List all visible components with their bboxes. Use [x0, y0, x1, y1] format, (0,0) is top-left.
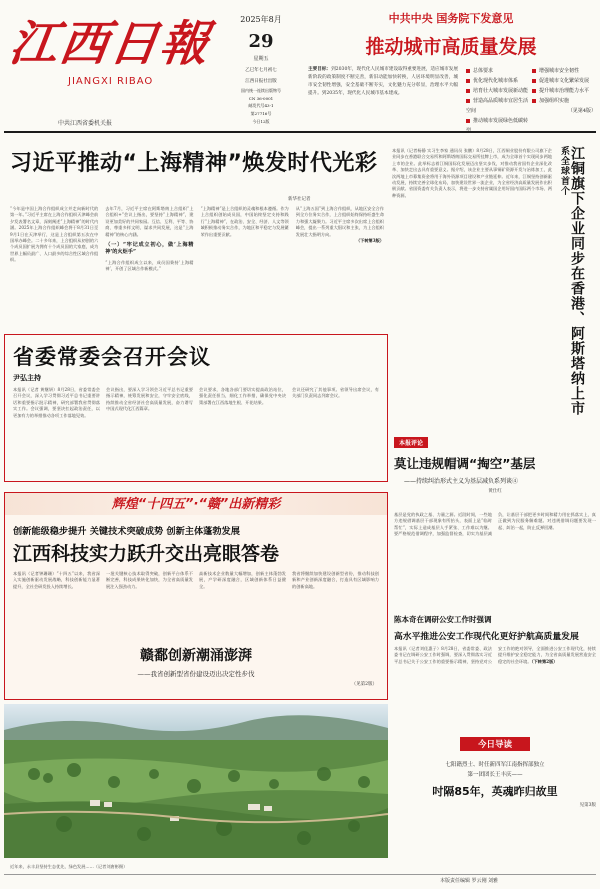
- commentary: [394, 430, 596, 508]
- ps-kicker: 陈本奇在调研公安工作时强调: [394, 615, 492, 624]
- ganpo-see-page: （见第2版）: [351, 682, 377, 687]
- ps-headline: 高水平推进公安工作现代化更好护航高质量发展: [394, 632, 579, 642]
- ganpo-subhead: ——我省创新型省份建设迈出决定性步伐: [137, 670, 255, 678]
- footer-editor: 本版责任编辑 罗云刚 刘雅: [440, 878, 499, 884]
- meeting-chair: 尹弘主持: [13, 373, 41, 382]
- today-item-headline[interactable]: 吋隔85年，英魂昨归故里: [432, 785, 558, 798]
- lead-label: 主要目标：: [308, 67, 332, 72]
- public-security: [394, 614, 596, 726]
- issue-line-2: 邮发代号43-1: [248, 103, 274, 108]
- commentary-body: 基层是党的执政之基、力量之源。近段时间，一些地方违规借调基层干部现象有所抬头，表面上是“临时帮忙”，实际上造成基层人手紧张、工作难以为继。要严格规范借调程序，加强监督检查，切实为基层减负，让基层干部把更多时间和精力用在抓落实上，真正做到为民服务解难题。对违规借调问题要发现一起、纠治一起，防止反弹回潮。: [394, 512, 596, 537]
- meeting-col: 本报讯（记者 黄继妍）8月28日，省委常委会召开会议，深入学习贯彻习近平总书记重要讲话和重要指示批示精神，研究部署我省贯彻落实工作。会议强调，要坚决扛起政治责任，以更加有力的举措推动各项工作落地见效。: [13, 387, 100, 418]
- side-story-body: 本报讯（记者杨静 实习生李家 通讯员 张鹏）8月28日，江西铜业股份有限公司旗下企业同步在香港联合交易所和阿斯塔纳国际交易所挂牌上市，成为全球首个实现同步两地上市的企业。此举标志着江铜国际化发展迈出坚实步伐，对推动我省国有企业深化改革、加快走出去具有重要意义。据介绍，该企业主要从事铜矿资源开发与冶炼加工，此次两地上市募集资金将用于海外资源项目建设和产业链延伸。近年来，江铜坚持创新驱动发展，持续完善全球化布局，加快建设世界一流企业，为全省经济高质量发展作出积极贡献。省国资委有关负责人表示，将进一步支持省属国企用好国内国际两个市场、两种资源。: [392, 148, 552, 198]
- side-story: [392, 140, 596, 422]
- meeting-body: [13, 387, 379, 477]
- today-item-page: 见第3版: [579, 803, 596, 808]
- bullet-item: 营造高品质城市宜居生活空间: [466, 98, 529, 114]
- lead-col: “上海精神”是上合组织的灵魂和根本遵循。作为上合组织创始成员国，中国始终坚定支持和践行“上海精神”，在政治、安全、经济、人文等领域积极推动务实合作，为地区和平稳定与发展繁荣作出重要贡献。: [200, 206, 289, 237]
- today-title: 今日导读: [460, 737, 530, 751]
- logo-pinyin: JIANGXI RIBAO: [68, 76, 154, 87]
- series-banner: [5, 493, 387, 515]
- series-col: 一批关键核心技术取得突破，创新平台体系不断完善，科技成果转化加快，为全省高质量发展注入强劲动力。: [106, 571, 193, 589]
- meeting-col: 会议指出，要深入学习领会习近平总书记重要指示精神，统筹发展和安全，守牢安全底线，持续推动全省经济社会高质量发展，奋力谱写中国式现代化江西篇章。: [106, 387, 193, 412]
- bullet-item: 促进城市文化繁荣发展: [532, 76, 596, 86]
- issue-line-3: 第27716号: [250, 111, 272, 116]
- top-news: [306, 10, 596, 128]
- bullet-item: 推动城市发展绿色低碳转: [466, 116, 528, 136]
- commentary-headline: 莫让违规帽调“掏空”基层: [394, 456, 536, 471]
- bullet-item: 培育壮大城市发展新动能: [466, 86, 528, 96]
- bullet-item: 增强城市安全韧性: [532, 66, 596, 76]
- side-story-vertical-headline: 江铜旗下企业同步在香港、阿斯塔纳上市: [569, 146, 585, 416]
- bullet-item: （见第4版）: [567, 108, 596, 114]
- publisher: 中共江西省委机关报: [58, 120, 113, 127]
- lead-body: [10, 206, 384, 326]
- date-block: [226, 14, 296, 125]
- date-lunar: 乙巳年七月初七: [245, 68, 277, 73]
- masthead-rule: [4, 131, 596, 133]
- series-headline: 江西科技实力跃升交出亮眼答卷: [13, 543, 280, 565]
- lead-text: 到2030年，现代化人民城市建设取得重要进展，适应城市发展新阶段的政策制度不断完善，新旧动能加快转换，人居环境明显改善，城市安全韧性增强，安全基础不断夯实，文化魅力充分彰显，治理水平大幅提升。到2035年，现代化人民城市基本建成。: [308, 67, 458, 96]
- lead-headline: 习近平推动“上海精神”焕发时代光彩: [10, 151, 378, 176]
- ps-body: 本报讯（记者刘佳惠子）8月28日，省委常委、政法委书记在调研公安工作时强调，要深入贯彻落实习近平总书记关于公安工作的重要指示精神，坚持党对公安工作的绝对领导，全面推进公安工作现代化，持续提升维护安全稳定能力，为全省高质量发展营造安全稳定的社会环境。（下转第2版）: [394, 646, 596, 664]
- meeting-story-box: [4, 334, 388, 482]
- landscape-photo: [4, 704, 388, 858]
- bullet-item: 加强组织实施: [532, 96, 596, 106]
- meeting-col: 会议要求，各地各部门要切实提高政治站位，强化责任担当，细化工作举措，确保党中央决策部署在江西落地生根、开花结果。: [199, 387, 286, 405]
- series-col: 我省将继续加快建设创新型省份，推动科技创新和产业创新深度融合，打造具有区域影响力的创新高地。: [292, 571, 379, 589]
- lead-col: 去年7月，习近平主席在阿斯塔纳上合组织“上合组织+”会议上指出，要坚持“上海精神”，建设更加美好的共同家园。互信、互利、平等、协商、尊重多样文明、谋求共同发展，这是“上海精神”的核心内涵。 （一）“牢记成立初心，做‘上海精神’的火炬手” “上海合作组织成立以来，成员国秉持‘上海精神’，开创了区域合作新模式。”: [105, 206, 194, 272]
- series-kicker: 创新能级稳步提升 关键技术突破成势 创新主体蓬勃发展: [13, 526, 240, 537]
- top-news-kicker: 中共中央 国务院下发意见: [388, 12, 514, 25]
- today-guide: [394, 732, 596, 864]
- lead-subhead: （一）“牢记成立初心，做‘上海精神’的火炬手”: [105, 242, 194, 256]
- commentary-author: 黄仕红: [488, 489, 502, 494]
- edition-note: 江西日报社出版: [245, 79, 277, 84]
- side-story-kicker: 系全球首个: [559, 146, 569, 196]
- ganpo-headline: 赣鄱创新潮涌澎湃: [140, 648, 252, 664]
- aerial-farmland-image: [4, 704, 388, 858]
- today-item-kicker2[interactable]: 第一团团长王丰庆——: [467, 772, 523, 778]
- photo-caption: 近年来，永丰县坚持生态优先、绿色发展……（记者刘唐彬摄）: [10, 864, 128, 869]
- lead-col: 从“上海五国”到上海合作组织，从地区安全合作到全方位务实合作，上合组织始终保持旺盛生命力和强大凝聚力。习近平主席多次出席上合组织峰会，提出一系列重大倡议和主张，为上合组织发展壮大指明方向。 （下转第3版）: [295, 206, 384, 244]
- top-news-lead: [308, 66, 458, 126]
- series-box: [4, 492, 388, 700]
- series-body: [13, 571, 379, 635]
- bullet-list-left: [466, 66, 528, 136]
- footer-rule: [4, 874, 596, 875]
- date-day: 29: [248, 31, 274, 52]
- series-col: 高新技术企业数量大幅增加，创新主体蓬勃发展，产学研深度融合，区域创新体系日益健全。: [199, 571, 286, 589]
- commentary-subhead: ——持续纠治形式主义为基层减负系列谈④: [404, 478, 519, 485]
- issue-line-0: 国内统一连续出版物号: [241, 88, 281, 93]
- series-col: 本报讯（记者钟珊珊）“十四五”以来，我省深入实施创新驱动发展战略，科技创新能力显著提升，全社会研发投入持续增长。: [13, 571, 100, 589]
- commentary-tag: 本报评论: [394, 437, 428, 448]
- issue-line-1: CN 36-0001: [248, 96, 274, 101]
- meeting-headline: 省委常委会召开会议: [13, 345, 211, 369]
- lead-col: “今年是中国上海合作组织成立并走向新时代的第一年。”习近平主席在上海合作组织天津峰会前夕发表署名文章，深刻阐述“上海精神”的时代内涵。2025年上海合作组织峰会将于8月31日至9月1日在天津举行，这是上合组织第五次在中国举办峰会。二十多年来，上合组织从初创的六个成员国扩展为拥有十个成员国的大家庭，成为世界上幅员最广、人口最多的综合性区域合作组织。: [10, 206, 99, 263]
- series-banner-text: 辉煌“十四五”·“赣”出新精彩: [111, 497, 281, 512]
- bullet-item: 总体要求: [466, 66, 528, 76]
- bullet-list-right: [532, 66, 596, 116]
- logo-text: 江西日報: [6, 16, 214, 72]
- lead-byline: 新华社记者: [288, 197, 311, 202]
- bullet-item: 优化现代化城市体系: [466, 76, 528, 86]
- today-item-kicker[interactable]: 七阳籍烈士、时任新四军江南指挥部独立: [445, 762, 545, 768]
- issue-line-4: 今日12版: [252, 119, 270, 124]
- date-year-month: 2025年8月: [240, 15, 282, 24]
- bullet-item: 提升城市治理能力水平: [532, 86, 596, 96]
- lead-continued: （下转第3版）: [355, 238, 384, 244]
- date-weekday: 星期五: [253, 56, 269, 62]
- meeting-col: 会议还研究了其他事项。省领导出席会议，有关部门负责同志列席会议。: [292, 387, 379, 399]
- masthead-logo: [6, 8, 225, 100]
- top-news-headline: 推动城市高质量发展: [365, 36, 537, 58]
